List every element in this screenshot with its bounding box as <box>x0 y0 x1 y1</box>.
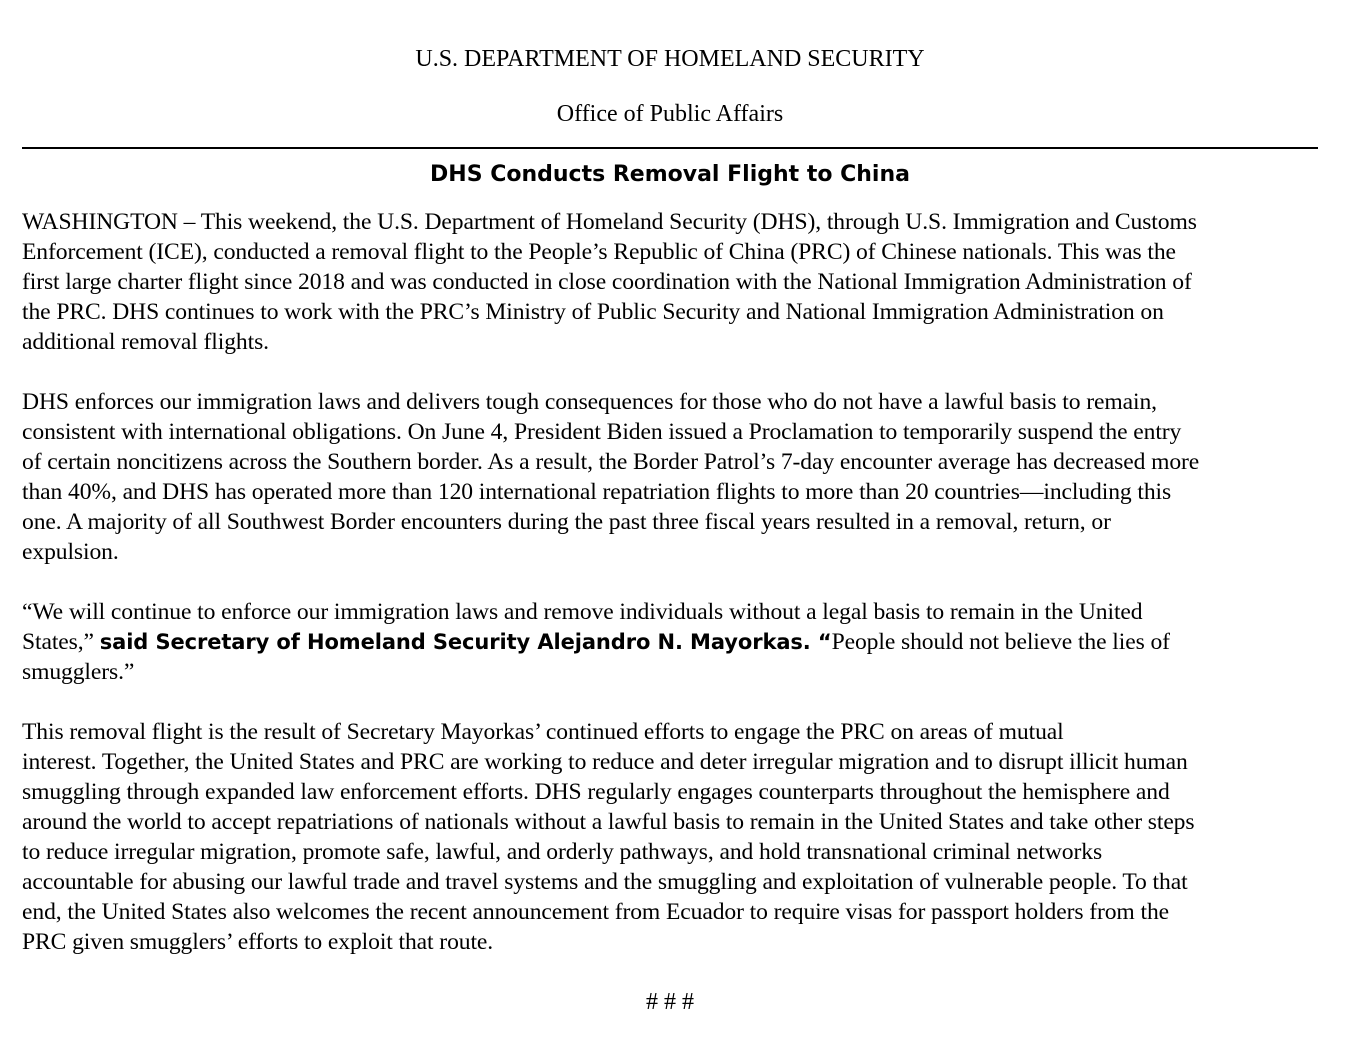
paragraph-line: PRC given smugglers’ efforts to exploit that route. <box>22 929 494 955</box>
paragraph-line: interest. Together, the United States and PRC are working to reduce and deter irregular migration and to disrupt illicit human <box>22 749 1188 775</box>
paragraph-line: the PRC. DHS continues to work with the PRC’s Ministry of Public Security and National Immigration Administration on <box>22 299 1164 325</box>
paragraph-line: This removal flight is the result of Secretary Mayorkas’ continued efforts to engage the PRC on areas of mutual <box>22 719 1064 745</box>
end-of-release-mark: # # # <box>646 989 694 1015</box>
paragraph-4 <box>22 717 1318 957</box>
office-name: Office of Public Affairs <box>556 101 784 127</box>
quote-second-part: People should not believe the lies of <box>831 629 1170 655</box>
paragraph-line: around the world to accept repatriations of nationals without a lawful basis to remain in the United States and take other steps <box>22 809 1195 835</box>
paragraph-line: accountable for abusing our lawful trade and travel systems and the smuggling and exploitation of vulnerable people. To that <box>22 869 1188 895</box>
paragraph-line: expulsion. <box>22 539 119 565</box>
paragraph-line: to reduce irregular migration, promote safe, lawful, and orderly pathways, and hold transnational criminal networks <box>22 839 1103 865</box>
paragraph-3-quote <box>22 597 1318 687</box>
paragraph-line: of certain noncitizens across the Southern border. As a result, the Border Patrol’s 7-day encounter average has decreased more <box>22 449 1200 475</box>
quote-attribution: said Secretary of Homeland Security Alejandro N. Mayorkas. “ <box>99 630 832 654</box>
paragraph-line-with-attribution <box>22 627 1318 657</box>
paragraph-line: Enforcement (ICE), conducted a removal flight to the People’s Republic of China (PRC) of Chinese nationals. This was the <box>22 239 1176 265</box>
paragraph-line: than 40%, and DHS has operated more than 120 international repatriation flights to more than 20 countries—including this <box>22 479 1172 505</box>
paragraph-line: consistent with international obligations. On June 4, President Biden issued a Proclamation to temporarily suspend the entry <box>22 419 1182 445</box>
paragraph-line: DHS enforces our immigration laws and delivers tough consequences for those who do not have a lawful basis to remain, <box>22 389 1157 415</box>
paragraph-line: “We will continue to enforce our immigration laws and remove individuals without a legal basis to remain in the United <box>22 599 1143 625</box>
press-release-headline: DHS Conducts Removal Flight to China <box>430 162 910 187</box>
paragraph-1 <box>22 207 1318 357</box>
paragraph-line: WASHINGTON – This weekend, the U.S. Department of Homeland Security (DHS), through U.S. Immigration and Customs <box>22 209 1197 235</box>
paragraph-line: end, the United States also welcomes the recent announcement from Ecuador to require visas for passport holders from the <box>22 899 1170 925</box>
paragraph-line: one. A majority of all Southwest Border encounters during the past three fiscal years resulted in a removal, return, or <box>22 509 1111 535</box>
paragraph-line: smuggling through expanded law enforcement efforts. DHS regularly engages counterparts throughout the hemisphere and <box>22 779 1170 805</box>
quote-continuation: States,” <box>22 629 100 655</box>
header-divider <box>22 147 1318 149</box>
paragraph-line: smugglers.” <box>22 659 135 685</box>
agency-name: U.S. DEPARTMENT OF HOMELAND SECURITY <box>415 46 925 72</box>
paragraph-2 <box>22 387 1318 567</box>
paragraph-line: first large charter flight since 2018 and was conducted in close coordination with the National Immigration Administration of <box>22 269 1192 295</box>
paragraph-line: additional removal flights. <box>22 329 269 355</box>
